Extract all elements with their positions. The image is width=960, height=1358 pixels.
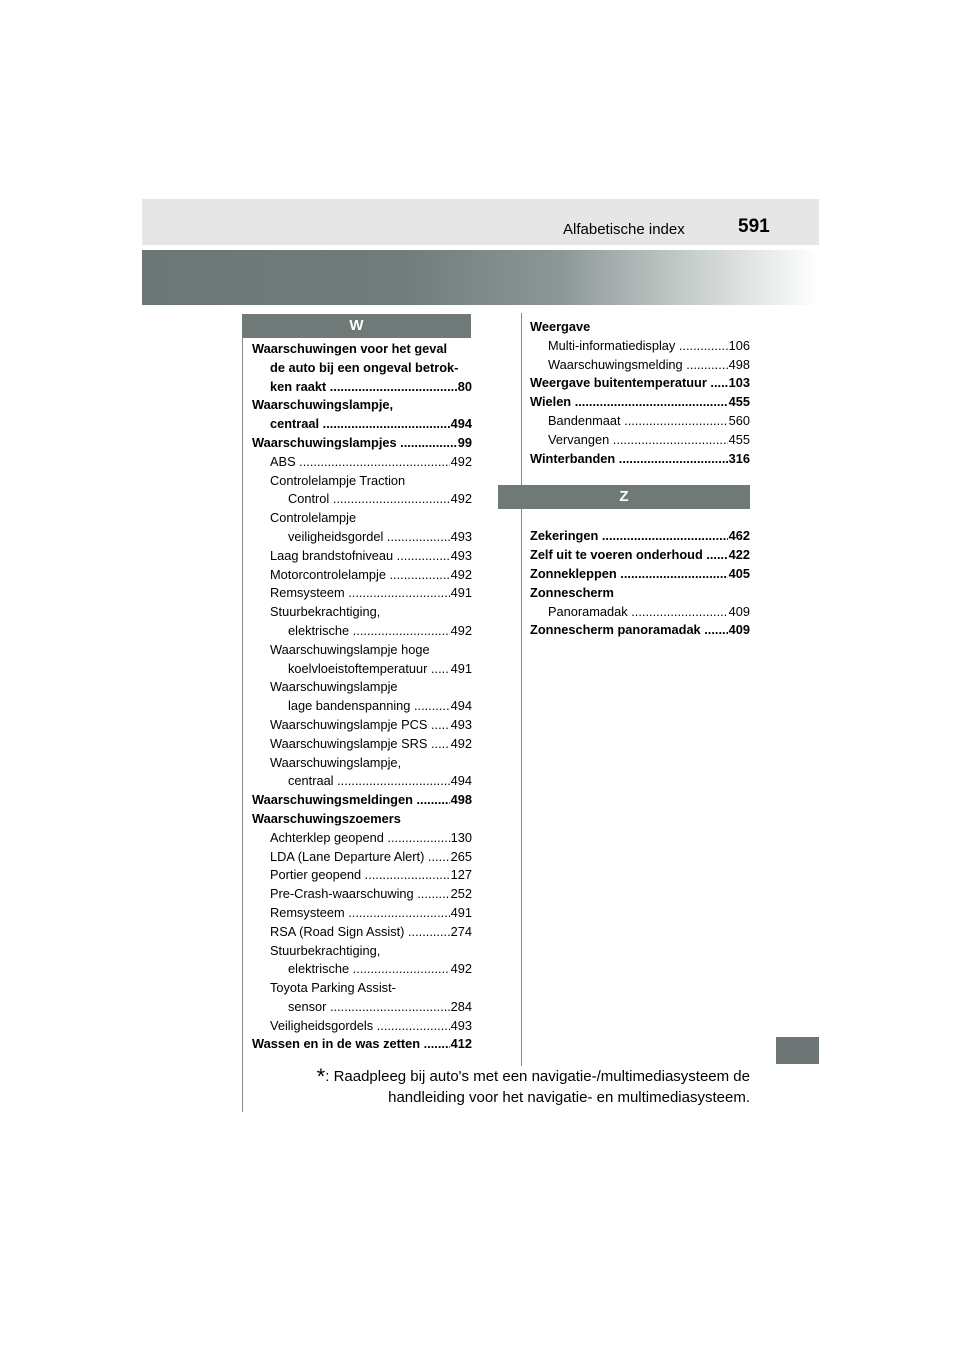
footnote	[300, 1066, 750, 1108]
index-entry-text: Waarschuwingslampje	[270, 679, 398, 695]
index-entry-text: Achterklep geopend .....	[270, 830, 472, 845]
index-entry-text: Zelf uit te voeren onderhoud .....	[530, 547, 750, 562]
index-group-w	[530, 318, 750, 468]
index-entry	[530, 565, 750, 584]
index-entry-text: Waarschuwingen voor het geval	[252, 341, 448, 356]
chapter-side-tab	[776, 1037, 819, 1064]
index-entry-text: Panoramadak .....	[548, 604, 750, 619]
middle-column-rule	[521, 313, 522, 1066]
index-entry	[252, 716, 472, 735]
index-entry	[252, 697, 472, 716]
index-entry-page: 422	[728, 546, 750, 565]
index-entry-text: Stuurbekrachtiging,	[270, 604, 381, 620]
index-entry-text: Zonnescherm	[530, 584, 614, 600]
index-entry-text: lage bandenspanning .....	[288, 698, 472, 713]
index-entry-text: Remsysteem .....	[270, 585, 472, 600]
index-entry	[252, 979, 472, 998]
index-entry-text: ken raakt .....	[270, 379, 472, 394]
index-entry	[252, 998, 472, 1017]
index-entry-text: Control .....	[288, 491, 472, 506]
index-entry-text: elektrische .....	[288, 623, 472, 638]
index-entry-page: 493	[450, 1017, 472, 1036]
index-entry-page: 284	[450, 998, 472, 1017]
index-entry	[252, 547, 472, 566]
index-entry-page: 130	[450, 829, 472, 848]
index-entry-text: Waarschuwingslampje,	[252, 397, 394, 413]
index-entry-page: 493	[450, 528, 472, 547]
index-entry-page: 492	[450, 960, 472, 979]
index-entry	[252, 340, 472, 359]
index-entry-text: Waarschuwingszoemers	[252, 810, 401, 826]
section-header-w: W	[242, 314, 471, 338]
index-entry	[252, 622, 472, 641]
index-entry-text: Remsysteem .....	[270, 905, 472, 920]
index-entry-page: 491	[450, 584, 472, 603]
index-entry-page: 274	[450, 923, 472, 942]
index-entry	[252, 584, 472, 603]
index-column-left	[252, 340, 472, 1054]
index-entry-page: 494	[450, 415, 472, 434]
index-entry-text: Stuurbekrachtiging,	[270, 942, 381, 958]
index-entry-page: 491	[450, 660, 472, 679]
index-entry-page: 265	[450, 848, 472, 867]
index-entry-text: Veiligheidsgordels .....	[270, 1018, 472, 1033]
index-entry	[252, 1035, 472, 1054]
index-entry	[252, 754, 472, 773]
index-entry	[252, 415, 472, 434]
index-entry-page: 99	[457, 434, 472, 453]
index-entry	[252, 678, 472, 697]
index-entry	[252, 359, 472, 378]
index-entry	[252, 885, 472, 904]
index-entry	[252, 848, 472, 867]
index-entry-text: centraal .....	[288, 773, 472, 788]
index-entry-page: 412	[450, 1035, 472, 1054]
index-entry-text: Multi-informatiedisplay .....	[548, 338, 750, 353]
index-entry-page: 405	[728, 565, 750, 584]
index-entry-text: centraal .....	[270, 416, 472, 431]
index-entry-text: Pre-Crash-waarschuwing .....	[270, 886, 472, 901]
index-entry	[252, 528, 472, 547]
index-entry-text: Waarschuwingslampje PCS .....	[270, 717, 472, 732]
index-entry-page: 252	[450, 885, 472, 904]
index-entry	[252, 1017, 472, 1036]
index-entry	[252, 923, 472, 942]
index-entry-text: Zekeringen .....	[530, 528, 750, 543]
index-entry	[252, 472, 472, 491]
index-entry-text: Weergave	[530, 319, 591, 334]
index-entry	[530, 356, 750, 375]
index-entry-page: 494	[450, 772, 472, 791]
index-entry-page: 498	[728, 356, 750, 375]
index-entry-page: 498	[450, 791, 472, 810]
index-entry-text: Waarschuwingsmeldingen .....	[252, 792, 472, 807]
index-entry-page: 409	[728, 621, 750, 640]
index-entry	[252, 866, 472, 885]
footnote-line-1	[300, 1066, 750, 1087]
index-entry-page: 103	[728, 374, 750, 393]
index-entry-page: 80	[457, 378, 472, 397]
index-entry-page: 409	[728, 603, 750, 622]
index-entry	[252, 942, 472, 961]
index-entry	[252, 603, 472, 622]
index-entry	[252, 453, 472, 472]
index-entry-text: koelvloeistoftemperatuur .....	[288, 661, 472, 676]
index-entry	[530, 337, 750, 356]
index-entry-text: sensor .....	[288, 999, 472, 1014]
index-entry	[252, 566, 472, 585]
index-entry-text: LDA (Lane Departure Alert) .....	[270, 849, 472, 864]
section-title: Alfabetische index	[563, 221, 685, 238]
index-entry-page: 492	[450, 622, 472, 641]
page-number: 591	[738, 216, 770, 237]
index-entry-text: Waarschuwingslampjes .....	[252, 435, 472, 450]
index-entry-text: Toyota Parking Assist-	[270, 980, 396, 996]
index-entry-text: Laag brandstofniveau .....	[270, 548, 472, 563]
index-entry	[530, 621, 750, 640]
footnote-text-1: : Raadpleeg bij auto's met een navigatie-/multimediasysteem de	[325, 1068, 750, 1085]
footnote-marker: *	[316, 1064, 326, 1089]
index-entry-text: Weergave buitentemperatuur .....	[530, 375, 750, 390]
header-bar	[142, 199, 819, 245]
index-entry	[530, 393, 750, 412]
index-entry-text: Zonnescherm panoramadak .....	[530, 622, 750, 637]
index-entry	[252, 378, 472, 397]
index-entry	[252, 396, 472, 415]
index-entry-text: Portier geopend .....	[270, 867, 472, 882]
index-entry-text: Waarschuwingslampje,	[270, 754, 402, 770]
index-entry-text: Waarschuwingsmelding .....	[548, 357, 750, 372]
index-entry-text: RSA (Road Sign Assist) .....	[270, 924, 472, 939]
index-entry	[530, 318, 750, 337]
index-entry-text: Waarschuwingslampje SRS .....	[270, 736, 472, 751]
index-entry-text: Motorcontrolelampje .....	[270, 567, 472, 582]
index-entry	[252, 829, 472, 848]
index-entry	[252, 772, 472, 791]
index-entry	[530, 527, 750, 546]
footnote-line-2: handleiding voor het navigatie- en multimediasysteem.	[388, 1089, 750, 1106]
index-entry-page: 492	[450, 735, 472, 754]
index-entry-page: 492	[450, 566, 472, 585]
index-entry	[252, 904, 472, 923]
index-entry	[530, 603, 750, 622]
index-column-right	[530, 318, 750, 640]
index-entry	[530, 546, 750, 565]
index-entry	[252, 509, 472, 528]
index-entry	[252, 735, 472, 754]
index-entry-text: elektrische .....	[288, 961, 472, 976]
index-entry	[530, 412, 750, 431]
index-entry	[530, 584, 750, 603]
index-entry	[252, 660, 472, 679]
index-entry-text: ABS .....	[270, 454, 472, 469]
index-entry-text: Controlelampje	[270, 510, 357, 526]
index-entry	[252, 434, 472, 453]
index-entry	[252, 810, 472, 829]
index-entry-text: veiligheidsgordel .....	[288, 529, 472, 544]
index-entry-page: 462	[728, 527, 750, 546]
index-entry-text: Controlelampje Traction	[270, 472, 406, 488]
index-entry-text: Wassen en in de was zetten .....	[252, 1036, 472, 1051]
index-entry	[530, 450, 750, 469]
index-entry-text: Zonnekleppen .....	[530, 566, 750, 581]
index-entry-page: 455	[728, 431, 750, 450]
index-entry-page: 560	[728, 412, 750, 431]
group-gap	[530, 468, 750, 527]
index-entry-page: 492	[450, 453, 472, 472]
index-entry	[530, 431, 750, 450]
index-entry-text: Bandenmaat .....	[548, 413, 750, 428]
index-entry	[252, 960, 472, 979]
index-entry-page: 491	[450, 904, 472, 923]
index-entry-text: Winterbanden .....	[530, 451, 750, 466]
index-entry-page: 492	[450, 490, 472, 509]
index-entry-text: Waarschuwingslampje hoge	[270, 641, 430, 657]
index-entry-page: 127	[450, 866, 472, 885]
index-entry-page: 455	[728, 393, 750, 412]
index-group-z	[530, 527, 750, 640]
index-entry	[252, 641, 472, 660]
index-entry-page: 106	[728, 337, 750, 356]
index-entry	[252, 791, 472, 810]
chapter-banner	[142, 250, 819, 305]
index-entry	[530, 374, 750, 393]
index-entry-page: 494	[450, 697, 472, 716]
left-column-rule	[242, 337, 243, 1112]
index-entry-text: Wielen .....	[530, 394, 750, 409]
index-entry-page: 316	[728, 450, 750, 469]
index-entry-text: de auto bij een ongeval betrok-	[270, 359, 459, 375]
index-entry-page: 493	[450, 716, 472, 735]
index-entry-text: Vervangen .....	[548, 432, 750, 447]
index-entry-page: 493	[450, 547, 472, 566]
section-header-z: Z	[498, 485, 750, 509]
index-entry	[252, 490, 472, 509]
